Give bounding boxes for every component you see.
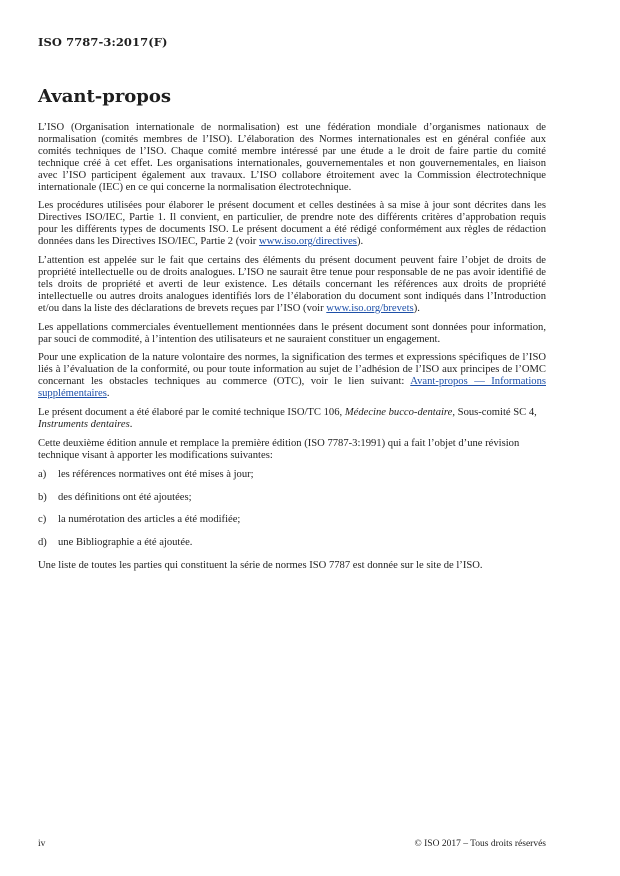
paragraph-trade-names: Les appellations commerciales éventuellement mentionnées dans le présent document sont données pour information, par souci de commodité, à l’intention des utilisateurs et ne sauraient constituer un engagement. xyxy=(38,321,546,345)
patents-link[interactable]: www.iso.org/brevets xyxy=(326,302,414,314)
foreword-info-link[interactable]: Avant-propos — Informations supplémentaires xyxy=(38,376,546,400)
paragraph-end: ). xyxy=(413,302,420,314)
paragraph-patents xyxy=(38,255,546,315)
committee-text: Le présent document a été élaboré par le comité technique ISO/TC 106, xyxy=(38,407,345,419)
list-item xyxy=(38,469,546,481)
list-item-text: la numérotation des articles a été modifiée; xyxy=(58,514,241,526)
list-item xyxy=(38,514,546,526)
list-item xyxy=(38,492,546,504)
paragraph-iso-intro: L’ISO (Organisation internationale de normalisation) est une fédération mondiale d’organismes nationaux de normalisation (comités membres de l’ISO). L’élaboration des Normes internationales est en général confiée aux comités techniques de l’ISO. Chaque comité membre intéressé par une étude a le droit de faire partie du comité technique créé à cet effet. Les organisations internationales, gouvernementales et non gouvernementales, en liaison avec l’ISO participent également aux travaux. L’ISO collabore étroitement avec la Commission électrotechnique internationale (IEC) en ce qui concerne la normalisation électrotechnique. xyxy=(38,122,546,193)
list-marker: b) xyxy=(38,491,47,503)
paragraph-end: . xyxy=(129,418,133,430)
subcommittee-name: Instruments dentaires xyxy=(38,418,130,430)
paragraph-text: Les procédures utilisées pour élaborer le présent document et celles destinées à sa mise à jour sont décrites dans les Directives ISO/IEC, Partie 1. Il convient, en particulier, de prendre note des différents critères d’approbation requis pour les différents types de documents ISO. Le présent document a été rédigé conformément aux règles de rédaction données dans les Directives ISO/IEC, Partie 2 (voir xyxy=(38,200,546,248)
list-item-text: des définitions ont été ajoutées; xyxy=(58,491,192,503)
copyright-notice: © ISO 2017 – Tous droits réservés xyxy=(414,839,546,849)
committee-name: Médecine bucco-dentaire xyxy=(344,407,453,419)
list-marker: c) xyxy=(38,514,47,526)
list-marker: a) xyxy=(38,468,47,480)
paragraph-procedures xyxy=(38,200,546,248)
foreword-body xyxy=(38,122,546,579)
paragraph-end: . xyxy=(106,388,110,400)
subcommittee-text: , Sous-comité SC 4, xyxy=(452,407,537,419)
document-identifier: ISO 7787-3:2017(F) xyxy=(38,35,168,49)
paragraph-series-parts: Une liste de toutes les parties qui constituent la série de normes ISO 7787 est donnée sur le site de l’ISO. xyxy=(38,560,483,572)
list-marker: d) xyxy=(38,537,47,549)
paragraph-end: ). xyxy=(356,236,364,248)
list-item-text: les références normatives ont été mises à jour; xyxy=(58,468,254,480)
page-title: Avant-propos xyxy=(38,86,172,107)
paragraph-text: L’attention est appelée sur le fait que certains des éléments du présent document peuvent faire l’objet de droits de propriété intellectuelle ou de droits analogues. L’ISO ne saurait être tenue pour responsable de ne pas avoir identifié de tels droits de propriété et averti de leur existence. Les détails concernant les références aux droits de propriété intellectuelle ou autres droits analogues identifiés lors de l’élaboration du document sont indiqués dans l’Introduction et/ou dans la liste des déclarations de brevets reçues par l’ISO (voir xyxy=(38,255,546,314)
paragraph-text: Pour une explication de la nature volontaire des normes, la signification des termes et expressions spécifiques de l’ISO liés à l’évaluation de la conformité, ou pour toute information au sujet de l’adhésion de l’ISO aux principes de l’OMC concernant les obstacles techniques au commerce (OTC), voir le lien suivant: xyxy=(38,352,546,388)
paragraph-committee xyxy=(38,407,546,431)
list-item-text: une Bibliographie a été ajoutée. xyxy=(58,537,193,549)
paragraph-edition: Cette deuxième édition annule et remplace la première édition (ISO 7787-3:1991) qui a fait l’objet d’une révision technique visant à apporter les modifications suivantes: xyxy=(38,437,520,461)
changes-list xyxy=(38,469,546,550)
list-item xyxy=(38,537,546,549)
paragraph-voluntary-nature xyxy=(38,352,546,400)
directives-link[interactable]: www.iso.org/directives xyxy=(258,236,357,248)
page-number: iv xyxy=(38,839,46,849)
